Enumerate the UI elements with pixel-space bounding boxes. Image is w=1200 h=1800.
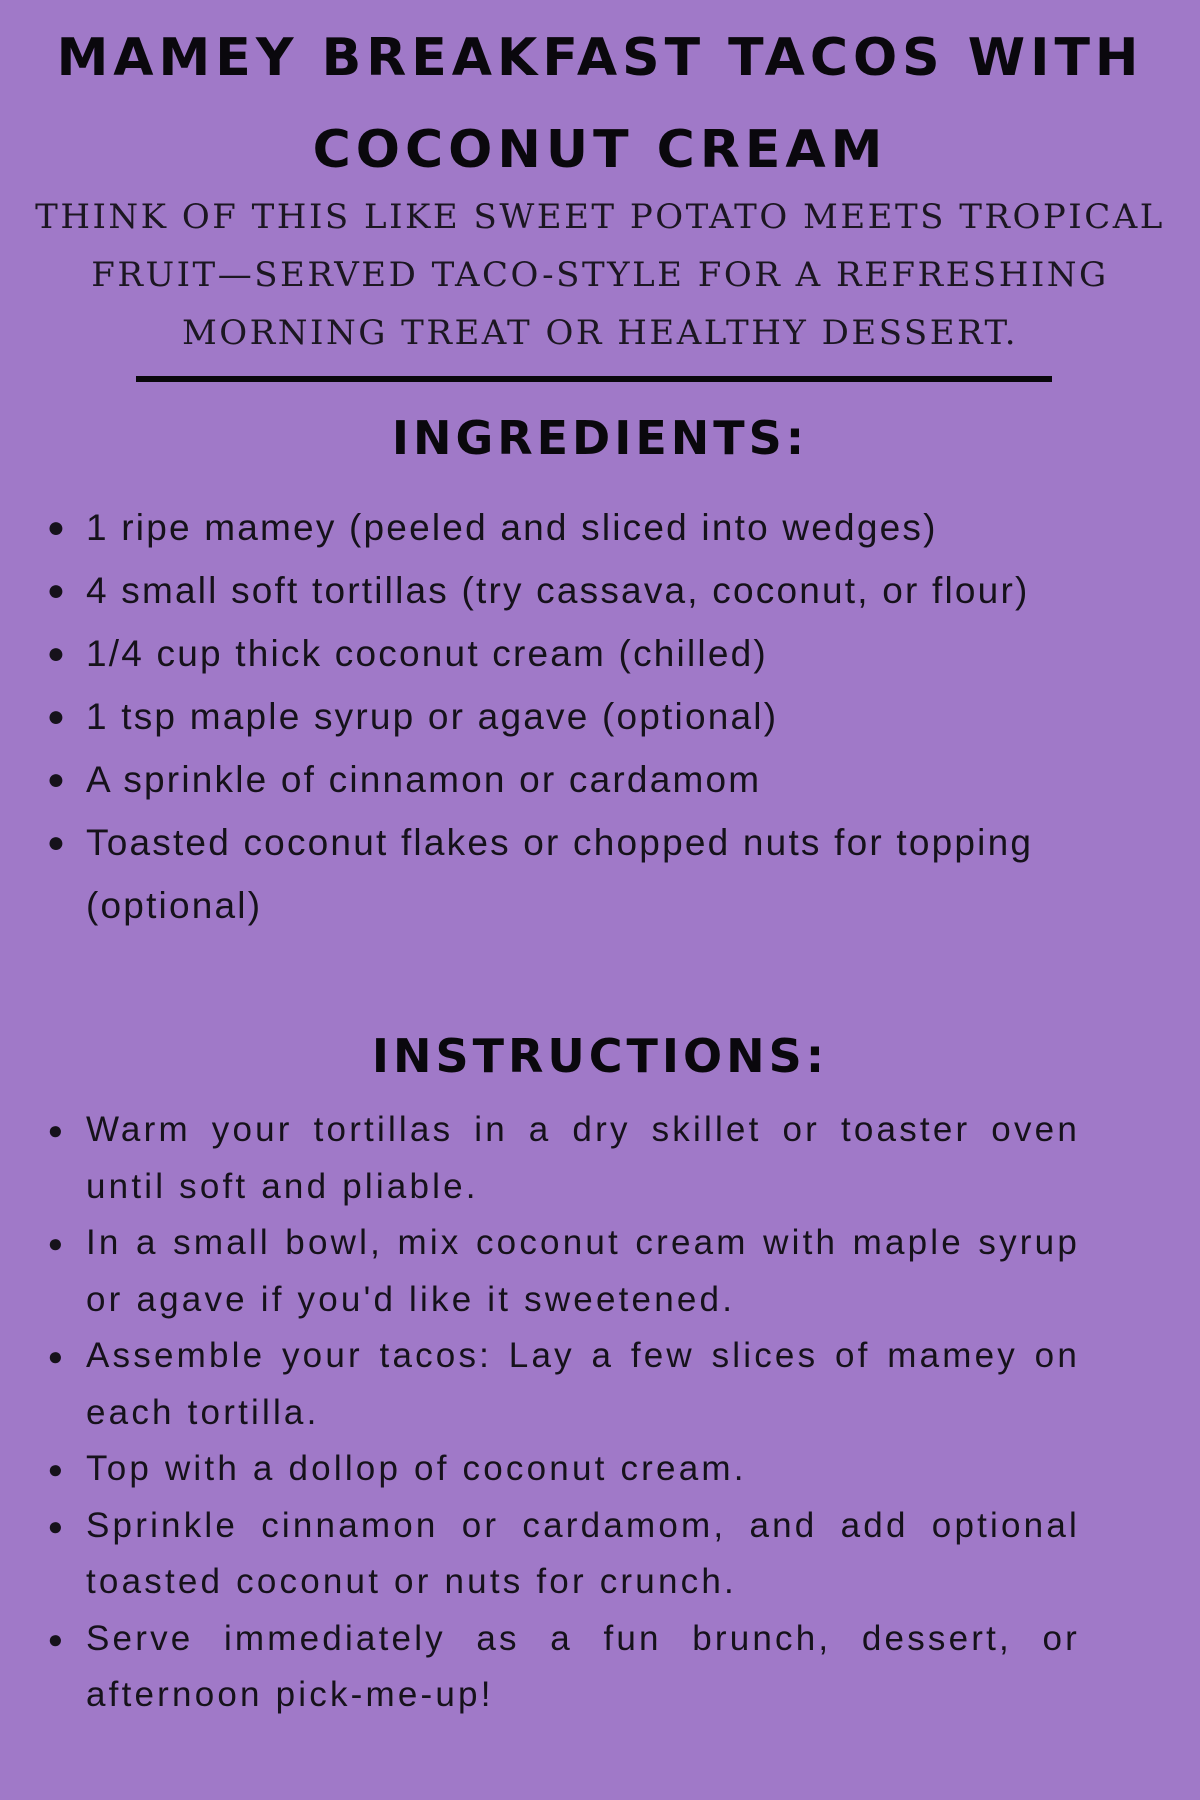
instruction-step: ● Warm your tortillas in a dry skillet or toaster oven until soft and pliable.: [40, 1102, 1080, 1215]
ingredients-heading: INGREDIENTS:: [391, 411, 809, 465]
instruction-step: ● Top with a dollop of coconut cream.: [40, 1441, 1080, 1498]
instruction-step: ● Sprinkle cinnamon or cardamom, and add optional toasted coconut or nuts for crunch.: [40, 1498, 1080, 1611]
bullet-dot-icon: ●: [46, 574, 68, 607]
instructions-heading: INSTRUCTIONS:: [371, 1029, 829, 1083]
title-divider: [136, 376, 1052, 382]
bullet-dot-icon: ●: [46, 511, 68, 544]
instruction-step: ● Serve immediately as a fun brunch, dessert, or afternoon pick-me-up!: [40, 1611, 1080, 1724]
bullet-dot-icon: ●: [46, 826, 68, 859]
bullet-dot-icon: ●: [47, 1454, 67, 1484]
bullet-dot-icon: ●: [46, 763, 68, 796]
bullet-dot-icon: ●: [46, 637, 68, 670]
ingredient-item: ● 1 tsp maple syrup or agave (optional): [40, 685, 1180, 748]
instruction-step: ● In a small bowl, mix coconut cream with maple syrup or agave if you'd like it sweetened.: [40, 1215, 1080, 1328]
recipe-title: MAMEY BREAKFAST TACOS WITH COCONUT CREAM: [56, 28, 1144, 180]
bullet-dot-icon: ●: [47, 1115, 67, 1145]
ingredient-item: ● A sprinkle of cinnamon or cardamom: [40, 748, 1180, 811]
bullet-dot-icon: ●: [47, 1341, 67, 1371]
instruction-step: ● Assemble your tacos: Lay a few slices of mamey on each tortilla.: [40, 1328, 1080, 1441]
bullet-dot-icon: ●: [46, 700, 68, 733]
instructions-list: [40, 1102, 1080, 1724]
bullet-dot-icon: ●: [47, 1510, 67, 1541]
ingredients-list: [40, 496, 1180, 937]
bullet-dot-icon: ●: [47, 1623, 67, 1654]
ingredient-item: ● 1/4 cup thick coconut cream (chilled): [40, 622, 1180, 685]
recipe-subtitle: THINK OF THIS LIKE SWEET POTATO MEETS TROPICAL FRUIT—SERVED TACO-STYLE FOR A REFRESHING MORNING TREAT OR HEALTHY DESSERT.: [35, 197, 1165, 353]
ingredient-item: ● Toasted coconut flakes or chopped nuts for topping (optional): [40, 811, 1180, 937]
ingredient-item: ● 1 ripe mamey (peeled and sliced into wedges): [40, 496, 1180, 559]
bullet-dot-icon: ●: [47, 1228, 67, 1258]
ingredient-item: ● 4 small soft tortillas (try cassava, coconut, or flour): [40, 559, 1180, 622]
